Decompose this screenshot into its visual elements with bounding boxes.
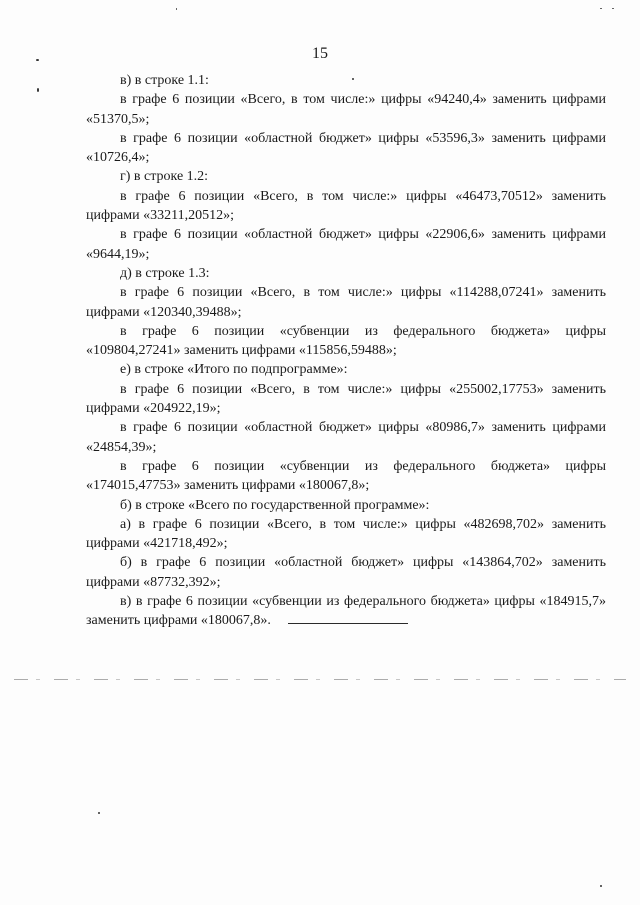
paragraph: в графе 6 позиции «субвенции из федерального бюджета» цифры «174015,47753» заменить цифрами «180067,8»; xyxy=(86,458,606,494)
scan-speck xyxy=(600,8,602,9)
scan-speck xyxy=(98,812,100,814)
paragraph: в графе 6 позиции «Всего, в том числе:» цифры «114288,07241» заменить цифрами «120340,39488»; xyxy=(86,285,606,320)
paragraph: в графе 6 позиции «областной бюджет» цифры «22906,6» заменить цифрами «9644,19»; xyxy=(86,227,606,262)
paragraph: г) в строке 1.2: xyxy=(120,169,209,185)
scan-artifact-line xyxy=(14,679,626,680)
paragraph: е) в строке «Итого по подпрограмме»: xyxy=(120,362,348,378)
end-separator-line xyxy=(288,623,408,624)
paragraph: в) в строке 1.1: xyxy=(120,73,209,88)
document-body xyxy=(86,71,606,631)
paragraph: б) в строке «Всего по государственной программе»: xyxy=(120,497,430,513)
paragraph: б) в графе 6 позиции «областной бюджет» цифры «143864,702» заменить цифрами «87732,392»; xyxy=(86,555,606,590)
scan-speck xyxy=(600,885,602,887)
paragraph: в графе 6 позиции «Всего, в том числе:» цифры «46473,70512» заменить цифрами «33211,20512»; xyxy=(86,188,606,224)
scan-speck xyxy=(36,59,39,61)
paragraph: в графе 6 позиции «областной бюджет» цифры «80986,7» заменить цифрами «24854,39»; xyxy=(86,420,606,455)
paragraph: а) в графе 6 позиции «Всего, в том числе:» цифры «482698,702» заменить цифрами «421718,492»; xyxy=(86,516,606,552)
paragraph: в) в графе 6 позиции «субвенции из федерального бюджета» цифры «184915,7» заменить цифрами «180067,8». xyxy=(86,594,606,629)
page-number: 15 xyxy=(312,45,328,62)
scan-speck xyxy=(612,8,614,9)
paragraph: в графе 6 позиции «Всего, в том числе:» цифры «94240,4» заменить цифрами «51370,5»; xyxy=(86,92,606,127)
scan-speck xyxy=(176,8,177,10)
paragraph: в графе 6 позиции «Всего, в том числе:» цифры «255002,17753» заменить цифрами «204922,19»; xyxy=(86,381,606,417)
paragraph: д) в строке 1.3: xyxy=(120,265,210,281)
paragraph: в графе 6 позиции «областной бюджет» цифры «53596,3» заменить цифрами «10726,4»; xyxy=(86,130,606,166)
paragraph: в графе 6 позиции «субвенции из федерального бюджета» цифры «109804,27241» заменить цифрами «115856,59488»; xyxy=(86,323,606,359)
scan-speck xyxy=(37,88,39,92)
scan-speck xyxy=(352,78,354,80)
